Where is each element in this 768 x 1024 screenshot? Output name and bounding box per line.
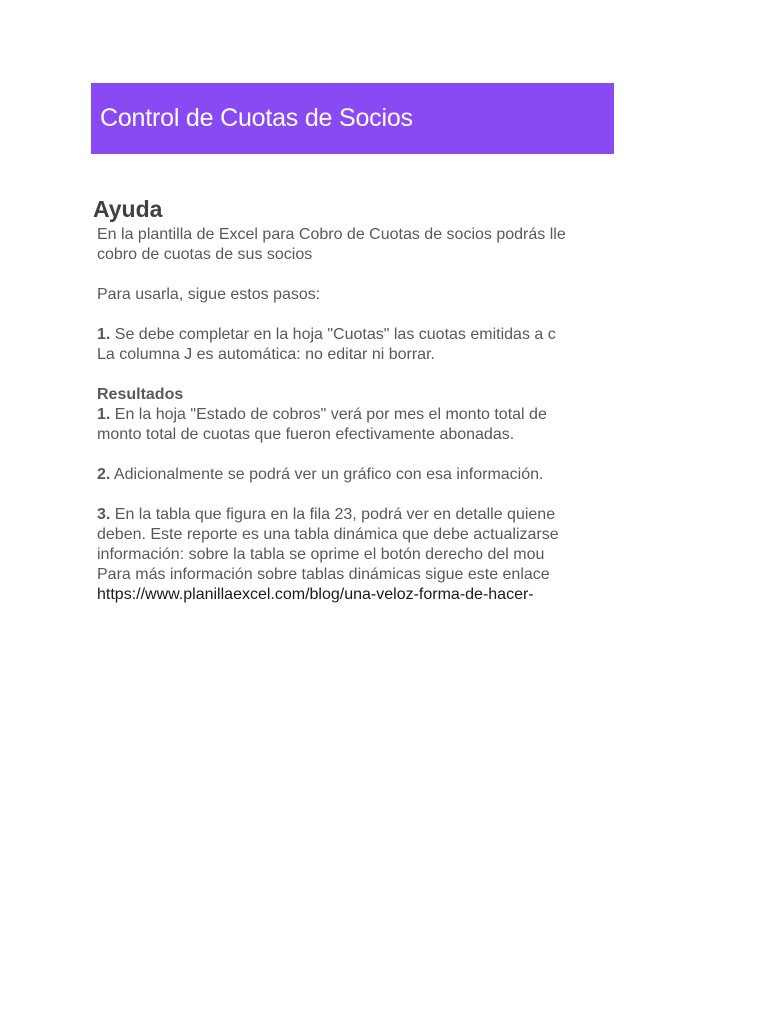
result-1-text: En la hoja "Estado de cobros" verá por mes el monto total de bbox=[110, 406, 547, 423]
step-1-line bbox=[97, 325, 614, 345]
blank-line bbox=[97, 265, 614, 285]
intro-line-2: cobro de cuotas de sus socios bbox=[97, 246, 313, 263]
blank-line bbox=[97, 305, 614, 325]
result-3-line-4: Para más información sobre tablas dinámicas sigue este enlace bbox=[97, 566, 550, 583]
result-3-line-2: deben. Este reporte es una tabla dinámica que debe actualizarse bbox=[97, 526, 559, 543]
result-3-text: En la tabla que figura en la fila 23, podrá ver en detalle quiene bbox=[110, 506, 556, 523]
step-1-line-2: La columna J es automática: no editar ni borrar. bbox=[97, 346, 435, 363]
title-banner bbox=[91, 83, 614, 154]
result-2-number: 2. bbox=[97, 466, 111, 483]
blank-line bbox=[97, 445, 614, 465]
usage-line: Para usarla, sigue estos pasos: bbox=[97, 286, 321, 303]
blank-line bbox=[97, 485, 614, 505]
blog-link[interactable]: https://www.planillaexcel.com/blog/una-veloz-forma-de-hacer- bbox=[97, 586, 534, 603]
step-1-number: 1. bbox=[97, 326, 111, 343]
result-3-line bbox=[97, 505, 614, 525]
result-1-line bbox=[97, 405, 614, 425]
result-1-line-2: monto total de cuotas que fueron efectivamente abonadas. bbox=[97, 426, 515, 443]
blank-line bbox=[97, 365, 614, 385]
result-3-line-3: información: sobre la tabla se oprime el botón derecho del mou bbox=[97, 546, 545, 563]
result-1-number: 1. bbox=[97, 406, 111, 423]
help-heading: Ayuda bbox=[93, 196, 163, 222]
results-heading: Resultados bbox=[97, 386, 184, 403]
step-1-text: Se debe completar en la hoja "Cuotas" las cuotas emitidas a c bbox=[110, 326, 556, 343]
result-2-line bbox=[97, 465, 614, 485]
help-section bbox=[91, 194, 614, 605]
help-body bbox=[91, 225, 614, 605]
result-3-number: 3. bbox=[97, 506, 111, 523]
intro-line-1: En la plantilla de Excel para Cobro de Cuotas de socios podrás lle bbox=[97, 226, 566, 243]
result-2-text: Adicionalmente se podrá ver un gráfico con esa información. bbox=[110, 466, 544, 483]
page-title: Control de Cuotas de Socios bbox=[100, 104, 413, 132]
